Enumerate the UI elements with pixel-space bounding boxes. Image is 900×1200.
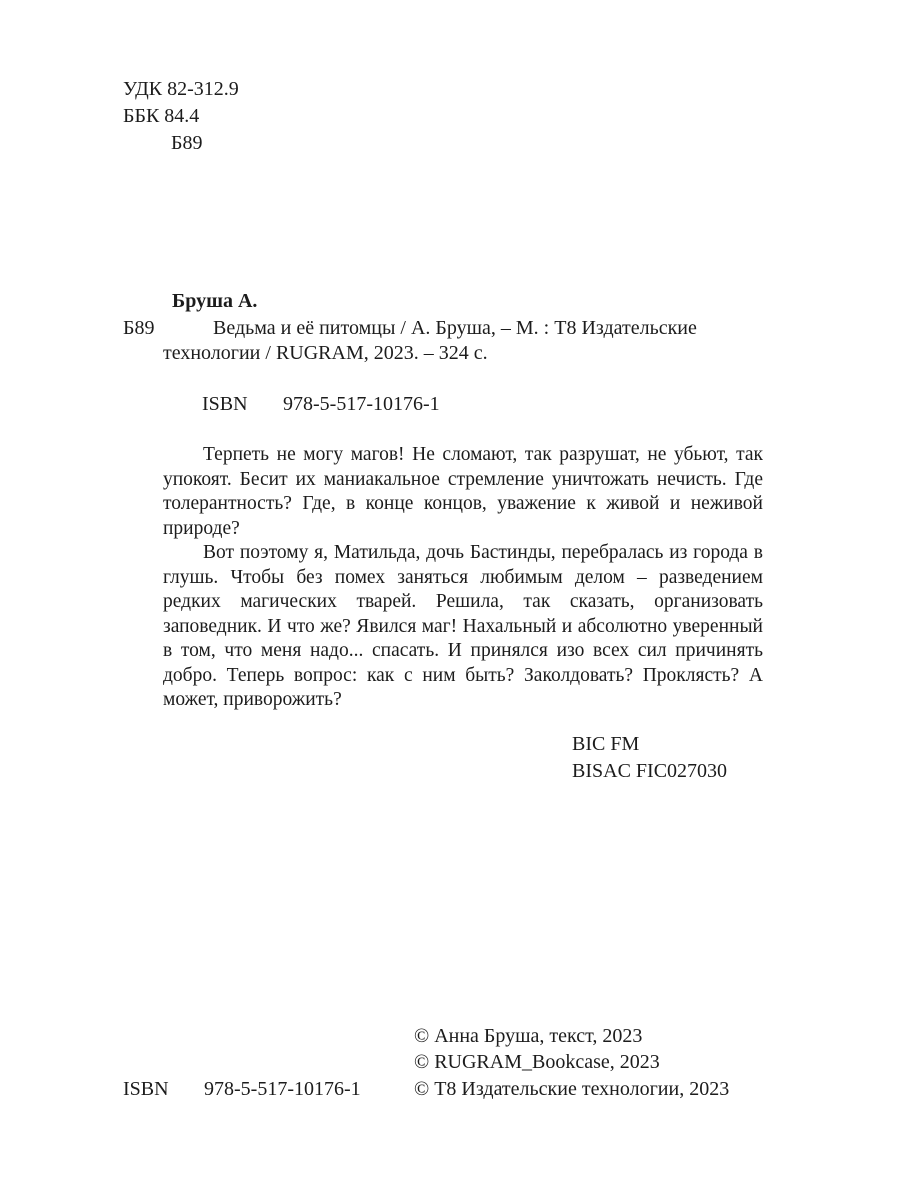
bisac-code: BISAC FIC027030 xyxy=(572,760,728,782)
catalog-title-line1: Ведьма и её питомцы / А. Бруша, – М. : Т8 Издательские xyxy=(213,317,697,339)
copyright-line: © RUGRAM_Bookcase, 2023 xyxy=(414,1051,660,1073)
udk-code: УДК 82-312.9 xyxy=(123,78,239,100)
catalog-author: Бруша А. xyxy=(172,290,258,312)
catalog-isbn-value: 978-5-517-10176-1 xyxy=(283,393,440,415)
bbk-code: ББК 84.4 xyxy=(123,105,200,127)
catalog-title-line2: технологии / RUGRAM, 2023. – 324 с. xyxy=(163,342,488,364)
copyright-line: © Анна Бруша, текст, 2023 xyxy=(414,1025,643,1047)
annotation-paragraph-1: Терпеть не могу магов! Не сломают, так разрушат, не убьют, так упокоят. Бесит их маниакальное стремление уничтожать нечисть. Где толерантность? Где, в конце концов, уважение к живой и неживой природе? xyxy=(163,444,763,539)
author-mark: Б89 xyxy=(171,132,203,154)
footer-isbn-value: 978-5-517-10176-1 xyxy=(204,1078,361,1100)
annotation-paragraph-2: Вот поэтому я, Матильда, дочь Бастинды, перебралась из города в глушь. Чтобы без помех заняться любимым делом – разведением редких магических тварей. Решила, так сказать, организовать заповедник. И что же? Явился маг! Нахальный и абсолютно уверенный в том, что меня надо... спасать. И принялся изо всех сил причинять добро. Теперь вопрос: как с ним быть? Заколдовать? Проклясть? А может, приворожить? xyxy=(163,542,763,710)
catalog-isbn-label: ISBN xyxy=(202,393,248,415)
footer-isbn-label: ISBN xyxy=(123,1078,169,1100)
copyright-line: © Т8 Издательские технологии, 2023 xyxy=(414,1078,730,1100)
catalog-mark: Б89 xyxy=(123,317,155,339)
bic-code: BIC FM xyxy=(572,733,640,755)
